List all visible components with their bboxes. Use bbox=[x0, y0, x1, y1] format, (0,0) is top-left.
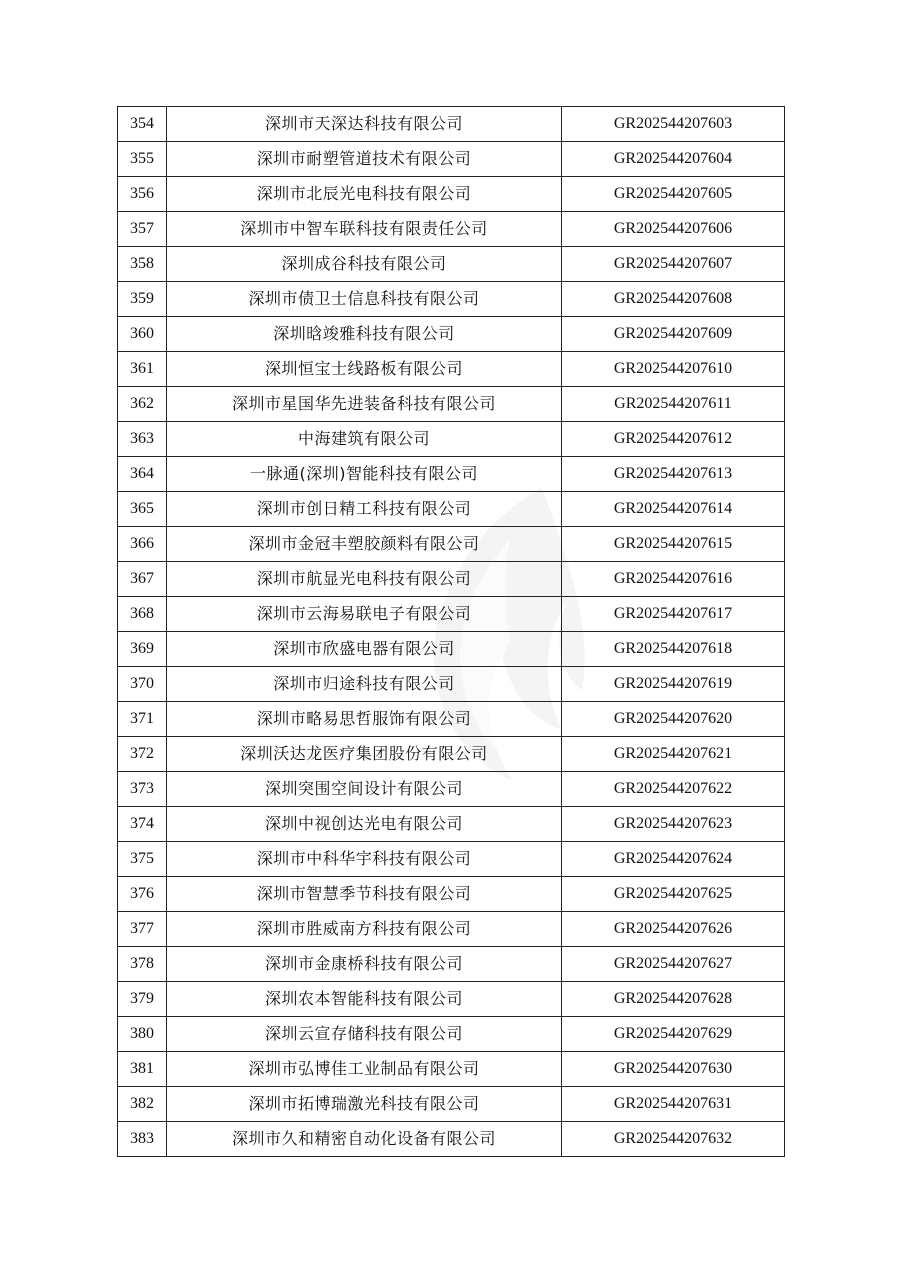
table-row bbox=[118, 1052, 785, 1087]
table-row bbox=[118, 597, 785, 632]
certificate-code-cell: GR202544207611 bbox=[562, 387, 785, 422]
table-row bbox=[118, 947, 785, 982]
certificate-code-cell: GR202544207617 bbox=[562, 597, 785, 632]
certificate-code-cell: GR202544207608 bbox=[562, 282, 785, 317]
company-name-cell: 深圳沃达龙医疗集团股份有限公司 bbox=[167, 737, 562, 772]
company-name-cell: 深圳市天深达科技有限公司 bbox=[167, 107, 562, 142]
table-row bbox=[118, 247, 785, 282]
company-name-cell: 深圳云宣存储科技有限公司 bbox=[167, 1017, 562, 1052]
table-row bbox=[118, 107, 785, 142]
table-row bbox=[118, 632, 785, 667]
row-number-cell: 382 bbox=[118, 1087, 167, 1122]
certificate-code-cell: GR202544207619 bbox=[562, 667, 785, 702]
company-name-cell: 深圳市航显光电科技有限公司 bbox=[167, 562, 562, 597]
row-number-cell: 383 bbox=[118, 1122, 167, 1157]
row-number-cell: 372 bbox=[118, 737, 167, 772]
company-list-table bbox=[117, 106, 785, 1157]
company-name-cell: 深圳市智慧季节科技有限公司 bbox=[167, 877, 562, 912]
table-row bbox=[118, 387, 785, 422]
row-number-cell: 363 bbox=[118, 422, 167, 457]
company-name-cell: 深圳晗竣雅科技有限公司 bbox=[167, 317, 562, 352]
table-row bbox=[118, 1017, 785, 1052]
row-number-cell: 354 bbox=[118, 107, 167, 142]
company-name-cell: 深圳市债卫士信息科技有限公司 bbox=[167, 282, 562, 317]
row-number-cell: 355 bbox=[118, 142, 167, 177]
table-row bbox=[118, 702, 785, 737]
certificate-code-cell: GR202544207603 bbox=[562, 107, 785, 142]
certificate-code-cell: GR202544207618 bbox=[562, 632, 785, 667]
table-body bbox=[118, 107, 785, 1157]
row-number-cell: 374 bbox=[118, 807, 167, 842]
company-name-cell: 深圳成谷科技有限公司 bbox=[167, 247, 562, 282]
company-name-cell: 深圳市金冠丰塑胶颜料有限公司 bbox=[167, 527, 562, 562]
row-number-cell: 375 bbox=[118, 842, 167, 877]
company-name-cell: 深圳市创日精工科技有限公司 bbox=[167, 492, 562, 527]
row-number-cell: 380 bbox=[118, 1017, 167, 1052]
certificate-code-cell: GR202544207612 bbox=[562, 422, 785, 457]
certificate-code-cell: GR202544207624 bbox=[562, 842, 785, 877]
table-row bbox=[118, 352, 785, 387]
company-name-cell: 深圳市星国华先进装备科技有限公司 bbox=[167, 387, 562, 422]
company-name-cell: 深圳农本智能科技有限公司 bbox=[167, 982, 562, 1017]
company-name-cell: 深圳市弘博佳工业制品有限公司 bbox=[167, 1052, 562, 1087]
table-row bbox=[118, 842, 785, 877]
company-name-cell: 深圳市耐塑管道技术有限公司 bbox=[167, 142, 562, 177]
company-name-cell: 深圳市略易思哲服饰有限公司 bbox=[167, 702, 562, 737]
table-row bbox=[118, 317, 785, 352]
row-number-cell: 378 bbox=[118, 947, 167, 982]
row-number-cell: 361 bbox=[118, 352, 167, 387]
table-row bbox=[118, 422, 785, 457]
row-number-cell: 376 bbox=[118, 877, 167, 912]
certificate-code-cell: GR202544207606 bbox=[562, 212, 785, 247]
table-row bbox=[118, 457, 785, 492]
company-name-cell: 深圳市拓博瑞激光科技有限公司 bbox=[167, 1087, 562, 1122]
certificate-code-cell: GR202544207621 bbox=[562, 737, 785, 772]
row-number-cell: 379 bbox=[118, 982, 167, 1017]
table-row bbox=[118, 562, 785, 597]
company-name-cell: 中海建筑有限公司 bbox=[167, 422, 562, 457]
company-name-cell: 深圳市胜威南方科技有限公司 bbox=[167, 912, 562, 947]
row-number-cell: 370 bbox=[118, 667, 167, 702]
table-row bbox=[118, 527, 785, 562]
table-row bbox=[118, 667, 785, 702]
row-number-cell: 377 bbox=[118, 912, 167, 947]
certificate-code-cell: GR202544207614 bbox=[562, 492, 785, 527]
row-number-cell: 360 bbox=[118, 317, 167, 352]
row-number-cell: 365 bbox=[118, 492, 167, 527]
table-row bbox=[118, 982, 785, 1017]
company-name-cell: 深圳恒宝士线路板有限公司 bbox=[167, 352, 562, 387]
table-row bbox=[118, 177, 785, 212]
row-number-cell: 359 bbox=[118, 282, 167, 317]
row-number-cell: 373 bbox=[118, 772, 167, 807]
row-number-cell: 371 bbox=[118, 702, 167, 737]
table-row bbox=[118, 492, 785, 527]
certificate-code-cell: GR202544207622 bbox=[562, 772, 785, 807]
company-name-cell: 深圳市中智车联科技有限责任公司 bbox=[167, 212, 562, 247]
table-row bbox=[118, 877, 785, 912]
company-name-cell: 深圳市久和精密自动化设备有限公司 bbox=[167, 1122, 562, 1157]
certificate-code-cell: GR202544207607 bbox=[562, 247, 785, 282]
row-number-cell: 364 bbox=[118, 457, 167, 492]
row-number-cell: 367 bbox=[118, 562, 167, 597]
certificate-code-cell: GR202544207628 bbox=[562, 982, 785, 1017]
certificate-code-cell: GR202544207632 bbox=[562, 1122, 785, 1157]
row-number-cell: 356 bbox=[118, 177, 167, 212]
table-row bbox=[118, 912, 785, 947]
row-number-cell: 362 bbox=[118, 387, 167, 422]
table-row bbox=[118, 772, 785, 807]
company-name-cell: 一脉通(深圳)智能科技有限公司 bbox=[167, 457, 562, 492]
company-name-cell: 深圳突围空间设计有限公司 bbox=[167, 772, 562, 807]
company-name-cell: 深圳中视创达光电有限公司 bbox=[167, 807, 562, 842]
certificate-code-cell: GR202544207620 bbox=[562, 702, 785, 737]
table-row bbox=[118, 1087, 785, 1122]
row-number-cell: 358 bbox=[118, 247, 167, 282]
certificate-code-cell: GR202544207616 bbox=[562, 562, 785, 597]
certificate-code-cell: GR202544207610 bbox=[562, 352, 785, 387]
table-row bbox=[118, 142, 785, 177]
company-name-cell: 深圳市中科华宇科技有限公司 bbox=[167, 842, 562, 877]
row-number-cell: 381 bbox=[118, 1052, 167, 1087]
certificate-code-cell: GR202544207623 bbox=[562, 807, 785, 842]
company-name-cell: 深圳市归途科技有限公司 bbox=[167, 667, 562, 702]
table-row bbox=[118, 1122, 785, 1157]
certificate-code-cell: GR202544207605 bbox=[562, 177, 785, 212]
company-name-cell: 深圳市欣盛电器有限公司 bbox=[167, 632, 562, 667]
row-number-cell: 369 bbox=[118, 632, 167, 667]
certificate-code-cell: GR202544207626 bbox=[562, 912, 785, 947]
certificate-code-cell: GR202544207630 bbox=[562, 1052, 785, 1087]
row-number-cell: 357 bbox=[118, 212, 167, 247]
table-row bbox=[118, 807, 785, 842]
row-number-cell: 368 bbox=[118, 597, 167, 632]
certificate-code-cell: GR202544207625 bbox=[562, 877, 785, 912]
company-name-cell: 深圳市金康桥科技有限公司 bbox=[167, 947, 562, 982]
company-name-cell: 深圳市北辰光电科技有限公司 bbox=[167, 177, 562, 212]
certificate-code-cell: GR202544207627 bbox=[562, 947, 785, 982]
certificate-code-cell: GR202544207613 bbox=[562, 457, 785, 492]
certificate-code-cell: GR202544207629 bbox=[562, 1017, 785, 1052]
certificate-code-cell: GR202544207615 bbox=[562, 527, 785, 562]
certificate-code-cell: GR202544207609 bbox=[562, 317, 785, 352]
certificate-code-cell: GR202544207604 bbox=[562, 142, 785, 177]
certificate-code-cell: GR202544207631 bbox=[562, 1087, 785, 1122]
company-name-cell: 深圳市云海易联电子有限公司 bbox=[167, 597, 562, 632]
table-row bbox=[118, 282, 785, 317]
row-number-cell: 366 bbox=[118, 527, 167, 562]
table-row bbox=[118, 737, 785, 772]
table-row bbox=[118, 212, 785, 247]
